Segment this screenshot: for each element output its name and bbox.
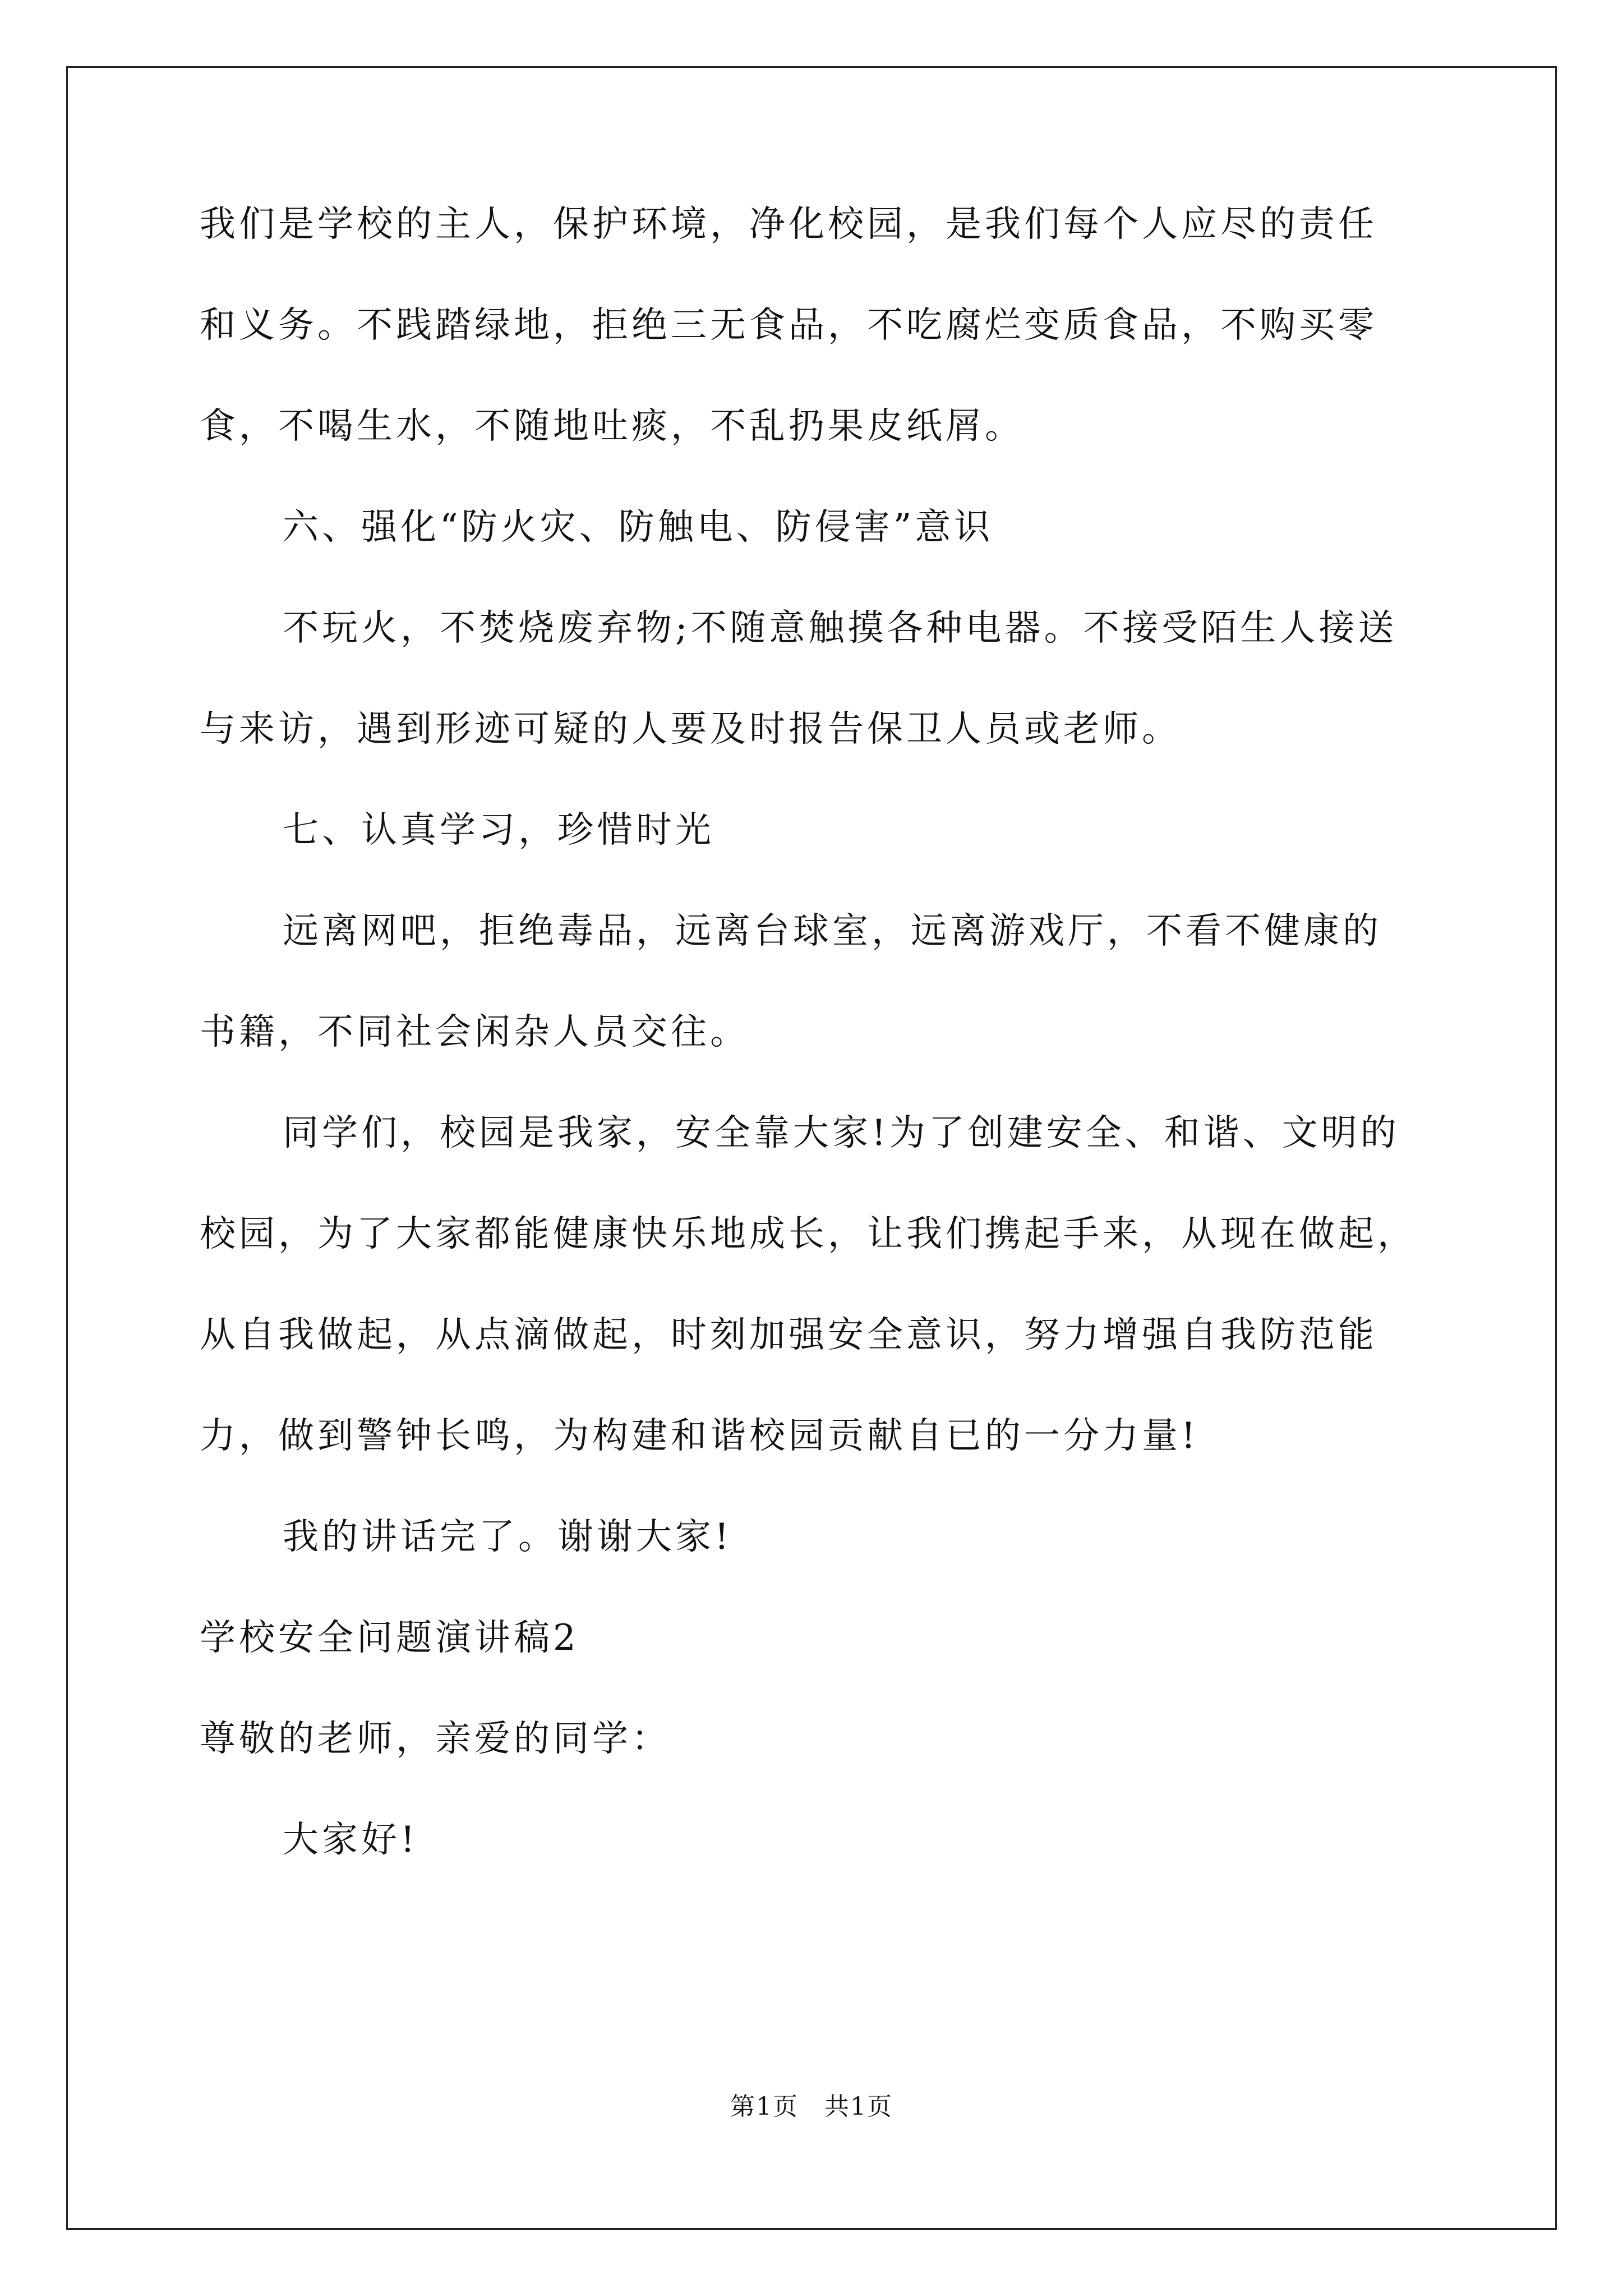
body-line-10: 同学们，校园是我家，安全靠大家!为了创建安全、和谐、文明的 xyxy=(283,1112,1400,1154)
section-heading-6: 六、强化“防火灾、防触电、防侵害”意识 xyxy=(283,507,994,548)
body-line-12: 从自我做起，从点滴做起，时刻加强安全意识，努力增强自我防范能 xyxy=(200,1314,1377,1356)
body-line-11: 校园，为了大家都能健康快乐地成长，让我们携起手来，从现在做起， xyxy=(200,1213,1417,1255)
greeting: 大家好! xyxy=(283,1819,418,1861)
closing-line: 我的讲话完了。谢谢大家! xyxy=(283,1516,732,1558)
speech-title-2: 学校安全问题演讲稿2 xyxy=(200,1617,579,1659)
body-line-5: 不玩火，不焚烧废弃物;不随意触摸各种电器。不接受陌生人接送 xyxy=(283,608,1398,649)
body-line-3: 食，不喝生水，不随地吐痰，不乱扔果皮纸屑。 xyxy=(200,406,1024,447)
body-line-1: 我们是学校的主人，保护环境，净化校园，是我们每个人应尽的责任 xyxy=(200,204,1377,245)
body-line-13: 力，做到警钟长鸣，为构建和谐校园贡献自已的一分力量! xyxy=(200,1415,1199,1457)
page-footer: 第1页 共1页 xyxy=(730,2092,893,2121)
body-line-8: 远离网吧，拒绝毒品，远离台球室，远离游戏厅，不看不健康的 xyxy=(283,910,1382,952)
body-line-9: 书籍，不同社会闲杂人员交往。 xyxy=(200,1011,749,1053)
body-line-6: 与来访，遇到形迹可疑的人要及时报告保卫人员或老师。 xyxy=(200,708,1181,750)
body-line-2: 和义务。不践踏绿地，拒绝三无食品，不吃腐烂变质食品，不购买零 xyxy=(200,305,1377,346)
section-heading-7: 七、认真学习，珍惜时光 xyxy=(283,809,714,851)
salutation: 尊敬的老师，亲爱的同学： xyxy=(200,1718,671,1760)
